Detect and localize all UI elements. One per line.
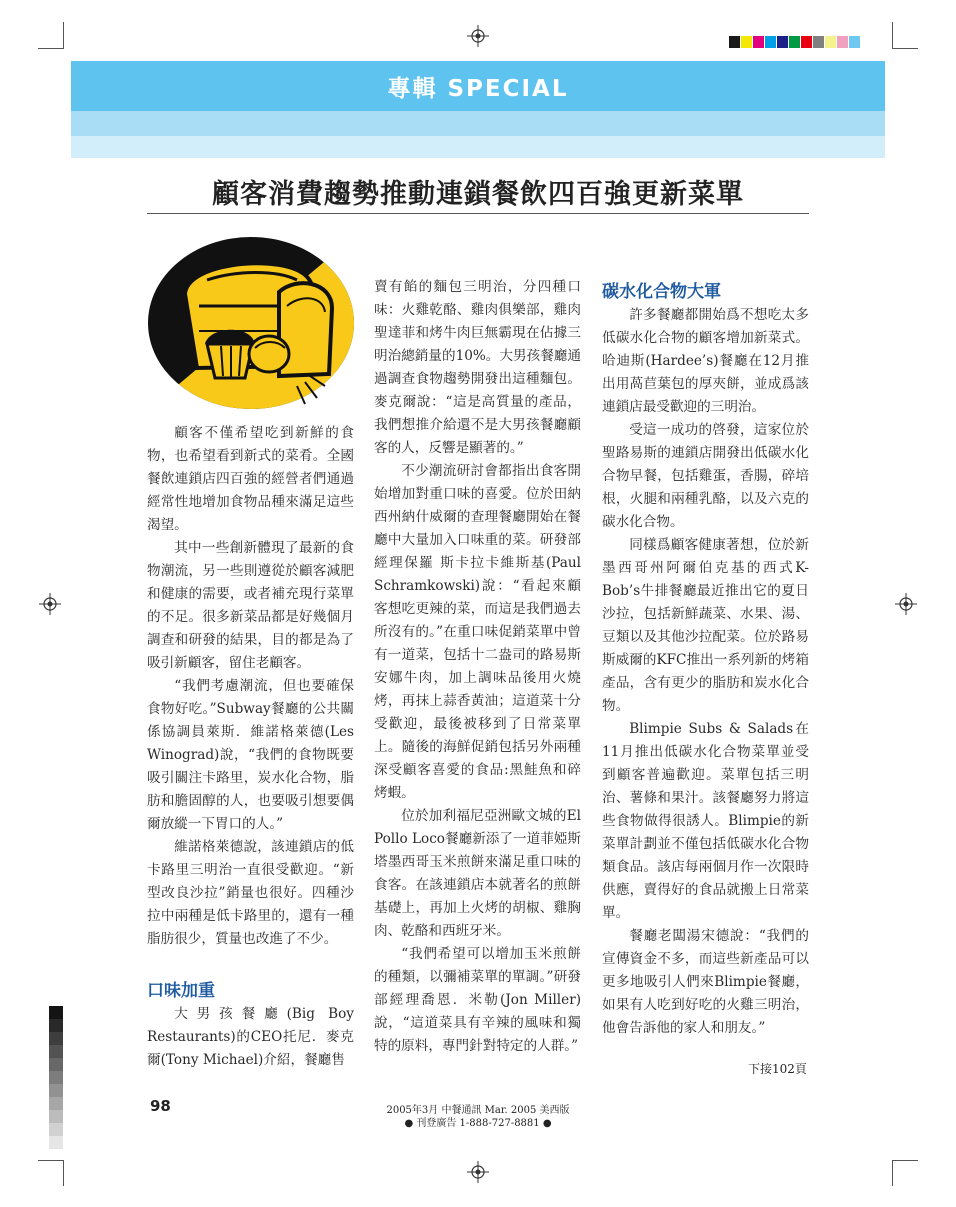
crop-mark	[892, 48, 918, 49]
registration-mark-icon	[39, 593, 61, 615]
article-headline: 顧客消費趨勢推動連鎖餐飲四百強更新菜單	[212, 179, 744, 210]
registration-mark-icon	[895, 593, 917, 615]
gray-swatch	[49, 1097, 63, 1110]
gray-swatch	[49, 1136, 63, 1149]
paragraph: 維諾格萊德說，該連鎖店的低卡路里三明治一直很受歡迎。“新型改良沙拉”銷量也很好。四種沙拉中兩種是低卡路里的，還有一種脂肪很少，質量也改進了不少。	[147, 839, 354, 947]
bread-sandwich-icon	[147, 236, 355, 411]
color-swatch	[837, 36, 848, 48]
color-swatch	[801, 36, 812, 48]
gray-swatch	[49, 1071, 63, 1084]
crop-mark	[38, 48, 64, 49]
paragraph: 其中一些創新體現了最新的食物潮流，另一些則遵從於顧客減肥和健康的需要，或者補充現行菜單的不足。很多新菜品都是好幾個月調查和研發的結果，目的都是為了吸引新顧客，留住老顧客。	[147, 540, 354, 671]
article-column-2	[374, 276, 581, 1058]
paragraph: 大男孩餐廳(Big Boy Restaurants)的CEO托尼．麥克爾(Tony Michael)介紹，餐廳售	[147, 1006, 354, 1068]
footer-advert: ● 刊登廣告 1-888-727-8881 ●	[404, 1118, 552, 1129]
page-footer	[330, 1104, 626, 1130]
paragraph: 受這一成功的啓發，這家位於聖路易斯的連鎖店開發出低碳水化合物早餐，包括雞蛋，香腸，碎培根，火腿和兩種乳酪，以及六克的碳水化合物。	[602, 422, 809, 530]
gray-swatch	[49, 1084, 63, 1097]
gray-swatch	[49, 1045, 63, 1058]
article-column-3	[602, 280, 809, 1040]
color-swatch	[753, 36, 764, 48]
color-swatch	[825, 36, 836, 48]
gray-swatch	[49, 1058, 63, 1071]
color-swatch	[765, 36, 776, 48]
section-banner	[71, 61, 885, 111]
continued-note: 下接102頁	[748, 1062, 807, 1076]
crop-mark	[892, 22, 893, 48]
color-swatch	[729, 36, 740, 48]
gray-swatch	[49, 1019, 63, 1032]
banner-stripe	[71, 136, 885, 158]
footer-issue: 2005年3月 中餐通訊 Mar. 2005 美西版	[386, 1105, 570, 1116]
gray-swatch	[49, 1032, 63, 1045]
section-subhead: 碳水化合物大軍	[602, 282, 721, 302]
registration-mark-icon	[467, 25, 489, 47]
crop-mark	[63, 1160, 64, 1186]
paragraph: “我們希望可以增加玉米煎餅的種類，以彌補菜單的單調。”研發部經理喬恩．米勒(Jon Miller)說，“這道菜具有辛辣的風味和獨特的原料，專門針對特定的人群。”	[374, 946, 581, 1054]
banner-stripe	[71, 111, 885, 136]
paragraph: 賣有餡的麵包三明治，分四種口味：火雞乾酪、雞肉俱樂部，雞肉聖達菲和烤牛肉巨無霸現在佔據三明治總銷量的10%。大男孩餐廳通過調查食物趨勢開發出這種麵包。麥克爾說：“這是高質量的產品，我們想推介給還不是大男孩餐廳顧客的人，反響是顯著的。”	[374, 279, 581, 456]
crop-mark	[892, 1160, 918, 1161]
headline-rule	[147, 213, 809, 214]
crop-mark	[892, 1160, 893, 1186]
article-column-1	[147, 422, 354, 1072]
paragraph: 位於加利福尼亞洲歐文城的El Pollo Loco餐廳新添了一道菲婭斯塔墨西哥玉米煎餅來滿足重口味的食客。在該連鎖店本就著名的煎餅基礎上，再加上火烤的胡椒、雞胸肉、乾酪和西班牙米。	[374, 808, 581, 939]
crop-mark	[38, 1160, 64, 1161]
color-swatch	[813, 36, 824, 48]
print-gray-bar	[49, 1006, 63, 1149]
gray-swatch	[49, 1123, 63, 1136]
registration-mark-icon	[467, 1161, 489, 1183]
color-swatch	[777, 36, 788, 48]
crop-mark	[63, 22, 64, 48]
section-title: 專輯 SPECIAL	[387, 75, 569, 102]
gray-swatch	[49, 1006, 63, 1019]
section-subhead: 口味加重	[147, 981, 215, 1001]
color-swatch	[849, 36, 860, 48]
color-swatch	[741, 36, 752, 48]
paragraph: 同樣爲顧客健康著想，位於新墨西哥州阿爾伯克基的西式K-Bob’s牛排餐廳最近推出它的夏日沙拉，包括新鮮蔬菜、水果、湯、豆類以及其他沙拉配菜。位於路易斯威爾的KFC推出一系列新的烤箱產品，含有更少的脂肪和炭水化合物。	[602, 537, 809, 714]
page-number: 98	[150, 1097, 171, 1115]
paragraph: Blimpie Subs & Salads在11月推出低碳水化合物菜單並受到顧客普遍歡迎。菜單包括三明治、薯條和果汁。該餐廳努力將這些食物做得很誘人。Blimpie的新菜單計劃並不僅包括低碳水化合物類食品。該店每兩個月作一次限時供應，賣得好的食品就搬上日常菜單。	[602, 721, 809, 921]
print-color-bar	[729, 36, 861, 48]
paragraph: “我們考慮潮流，但也要確保食物好吃。”Subway餐廳的公共關係協調員萊斯．維諾格萊德(Les Winograd)說，“我們的食物既要吸引關注卡路里，炭水化合物，脂肪和膽固醇的人，也要吸引想要偶爾放縱一下胃口的人。”	[147, 678, 354, 832]
paragraph: 不少潮流研討會都指出食客開始增加對重口味的喜愛。位於田納西州納什威爾的查理餐廳開始在餐廳中大量加入口味重的菜。研發部經理保羅 斯卡拉卡維斯基(Paul Schramkowski)說：“看起來顧客想吃更辣的菜，而這是我們過去所沒有的。”在重口味促銷菜單中曾有一道菜，包括十二盎司的路易斯安娜牛肉，加上調味品後用火燒烤，再抹上蒜香黃油；這道菜十分受歡迎，最後被移到了日常菜單上。隨後的海鮮促銷包括另外兩種深受顧客喜愛的食品:黑鮭魚和碎烤蝦。	[374, 463, 581, 801]
paragraph: 餐廳老闆湯宋德說：“我們的宣傳資金不多，而這些新產品可以更多地吸引人們來Blimpie餐廳，如果有人吃到好吃的火雞三明治，他會告訴他的家人和朋友。”	[602, 928, 809, 1036]
paragraph: 顧客不僅希望吃到新鮮的食物，也希望看到新式的菜肴。全國餐飲連鎖店四百強的經營者們通過經常性地增加食物品種來滿足這些渴望。	[147, 425, 354, 533]
gray-swatch	[49, 1110, 63, 1123]
color-swatch	[789, 36, 800, 48]
paragraph: 許多餐廳都開始爲不想吃太多低碳水化合物的顧客增加新菜式。哈迪斯(Hardee’s)餐廳在12月推出用萵苣葉包的厚夾餅，並成爲該連鎖店最受歡迎的三明治。	[602, 307, 809, 415]
